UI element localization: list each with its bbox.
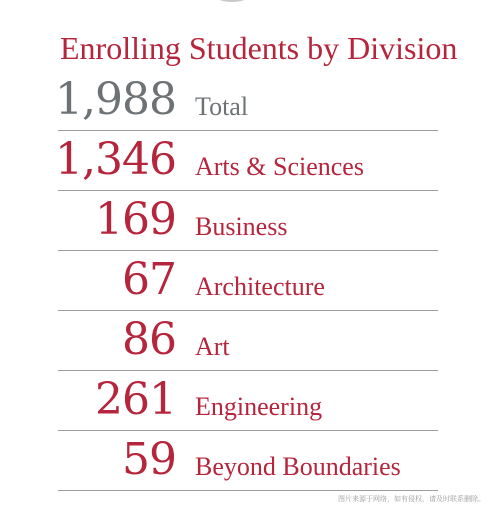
division-row-engineering [58, 371, 438, 431]
division-label: Beyond Boundaries [195, 452, 401, 481]
division-count: 261 [95, 374, 176, 425]
division-row-arts-sciences [55, 131, 438, 191]
decorative-arc [207, 0, 257, 2]
division-row-architecture [58, 251, 438, 311]
division-label: Arts & Sciences [195, 152, 364, 181]
division-count: 1,988 [55, 74, 176, 125]
division-label: Business [195, 212, 288, 241]
division-count: 59 [122, 434, 176, 485]
division-label: Engineering [195, 392, 323, 421]
division-label: Total [195, 92, 249, 121]
division-label: Architecture [195, 272, 325, 301]
division-count: 67 [122, 254, 176, 305]
watermark-text: 图片来源于网络，如有侵权，请及时联系删除。 [338, 495, 485, 503]
division-row-business [58, 191, 438, 251]
page-title: Enrolling Students by Division [60, 30, 458, 66]
division-label: Art [195, 332, 230, 361]
division-count: 1,346 [55, 134, 176, 185]
division-row-art [58, 311, 438, 371]
division-count: 169 [95, 194, 176, 245]
division-count: 86 [122, 314, 176, 365]
division-row-total [55, 68, 438, 131]
division-list [55, 68, 438, 491]
division-row-beyond-boundaries [58, 431, 438, 491]
